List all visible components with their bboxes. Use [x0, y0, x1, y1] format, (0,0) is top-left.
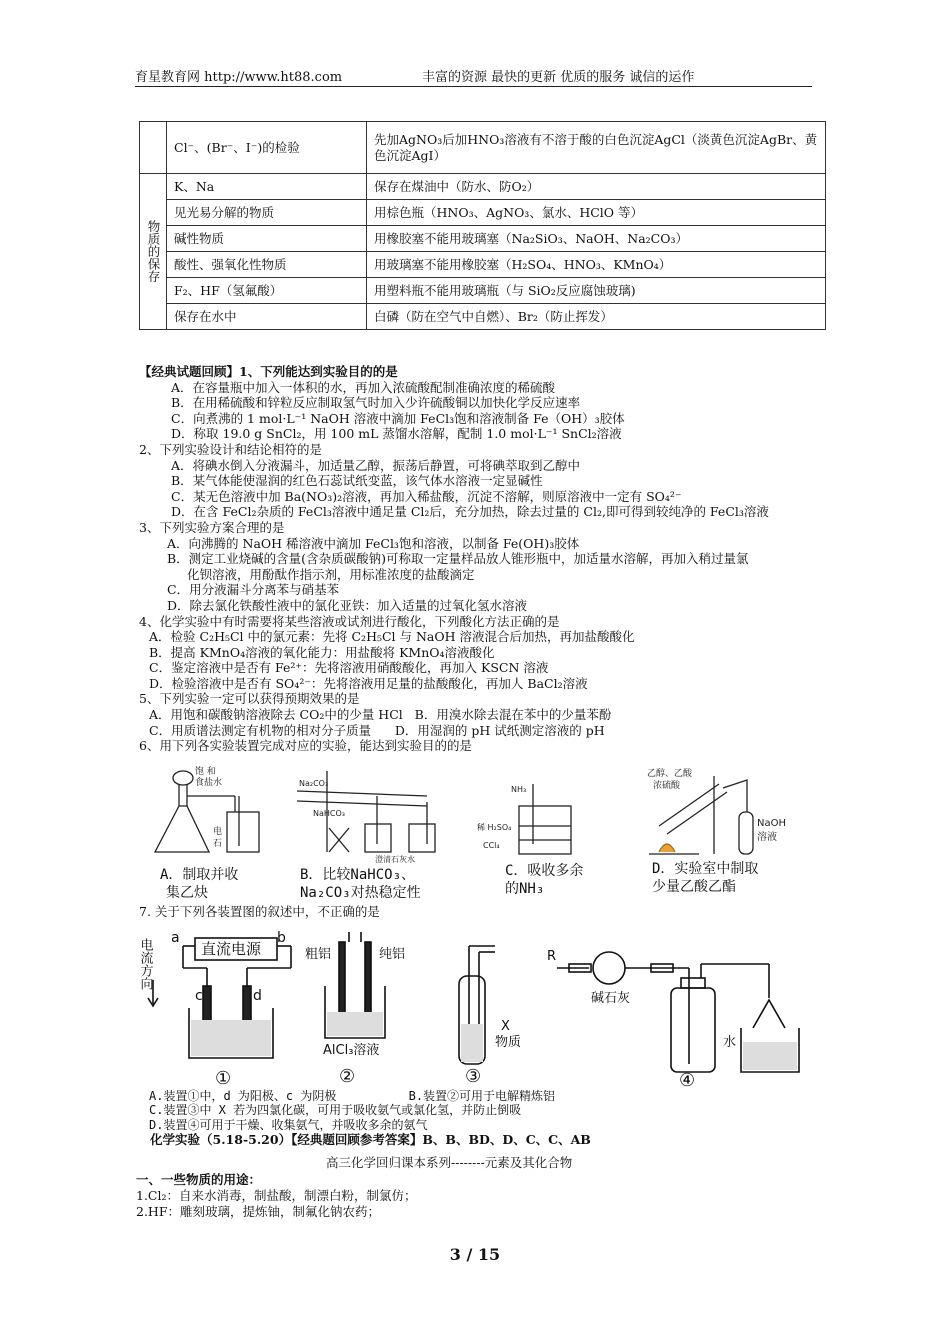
table-row [140, 174, 826, 200]
q7-label: 粗铝 [305, 947, 332, 962]
table-cell-item: 酸性、强氧化性物质 [167, 252, 367, 278]
option: C．向煮沸的 1 mol·L⁻¹ NaOH 溶液中滴加 FeCl₃饱和溶液制备 Fe（OH）₃胶体 [171, 410, 625, 426]
q6-label: 饱 和 [195, 767, 216, 777]
q6-label: 电 [213, 827, 223, 837]
table-cell-method: 保存在煤油中（防水、防O₂） [367, 174, 826, 200]
option: C．用分液漏斗分离苯与硝基苯 [167, 582, 340, 598]
q6-label: NaHCO₃ [313, 809, 345, 818]
section-item: 1.Cl₂：自来水消毒，制盐酸，制漂白粉，制氯仿； [136, 1188, 417, 1203]
section-heading: 一、一些物质的用途： [136, 1172, 262, 1187]
q7-label: ④ [679, 1070, 696, 1091]
table-cell-method: 先加AgNO₃后加HNO₃溶液有不溶于酸的白色沉淀AgCl（淡黄色沉淀AgBr、黄色沉淀AgI） [367, 122, 826, 174]
table-row [140, 304, 826, 330]
q7-label: AlCl₃溶液 [323, 1043, 380, 1058]
q7-apparatus-figure [139, 924, 809, 1090]
q6-apparatus-figure [139, 766, 819, 864]
q7-label: c [195, 988, 203, 1004]
table-row [140, 252, 826, 278]
q6-label: 石 [213, 839, 223, 849]
question-6-title: 6、用下列各实验装置完成对应的实验，能达到实验目的的是 [139, 738, 472, 754]
question-5-title: 5、下列实验一定可以获得预期效果的是 [139, 691, 360, 707]
option: D．检验溶液中是否有 SO₄²⁻：先将溶液用足量的盐酸酸化，再加人 BaCl₂溶液 [149, 675, 588, 691]
question-4-title: 4、化学实验中有时需要将某些溶液或试剂进行酸化，下列酸化方法正确的是 [139, 613, 560, 629]
q6-label: 稀 H₂SO₄ [477, 823, 512, 832]
table-cell-item: 见光易分解的物质 [167, 200, 367, 226]
header-left: 育星教育网 http://www.ht88.com [135, 70, 343, 85]
option: D．除去氯化铁酸性液中的氯化亚铁：加入适量的过氧化氢水溶液 [167, 597, 528, 613]
q6-label: NH₃ [511, 785, 527, 794]
questions-block [139, 364, 769, 754]
table-row [140, 122, 826, 174]
q7-label: 直流电源 [201, 940, 262, 958]
table-cell-item: 碱性物质 [167, 226, 367, 252]
q7-label: 电流方向 [137, 938, 153, 990]
q6-label: 乙醇、乙酸 [647, 769, 693, 779]
q6-label: 澄清石灰水 [375, 855, 415, 864]
q6-label: 食盐水 [195, 778, 223, 788]
option: D.装置④可用于干燥、收集氨气，并吸收多余的氨气 [149, 1117, 428, 1132]
q6-label: CCl₄ [483, 841, 500, 850]
q6-caption-b: B．比较NaHCO₃、 Na₂CO₃对热稳定性 [300, 867, 421, 901]
option: B．在用稀硫酸和锌粒反应制取氢气时加入少许硫酸铜以加快化学反应速率 [171, 395, 581, 411]
q6-label: NaOH [757, 818, 786, 829]
option: A．在容量瓶中加入一体积的水，再加入浓硫酸配制准确浓度的稀硫酸 [171, 379, 556, 395]
page-number: 3 / 15 [449, 1245, 501, 1264]
option: C．某无色溶液中加 Ba(NO₃)₂溶液，再加入稀盐酸，沉淀不溶解，则原溶液中一定有 SO₄²⁻ [171, 488, 682, 504]
option: D．在含 FeCl₂杂质的 FeCl₃溶液中通足量 Cl₂后，充分加热，除去过量的 Cl₂,即可得到较纯净的 FeCl₃溶液 [171, 504, 769, 520]
option: B．某气体能使湿润的红色石蕊试纸变蓝，该气体水溶液一定显碱性 [171, 473, 543, 489]
table-cell-item: F₂、HF（氢氟酸） [167, 278, 367, 304]
q7-label: 水 [723, 1035, 737, 1050]
question-7-title: 7. 关于下列各装置图的叙述中，不正确的是 [139, 904, 380, 919]
q7-label: ② [339, 1066, 356, 1087]
page-header [135, 66, 812, 87]
option-continued: 化钡溶液，用酚酞作指示剂，用标准浓度的盐酸滴定 [187, 566, 475, 582]
section-title: 高三化学回归课本系列--------元素及其化合物 [326, 1155, 573, 1170]
q7-label: 碱石灰 [591, 991, 631, 1006]
option: C．鉴定溶液中是否有 Fe²⁺：先将溶液用硝酸酸化，再加入 KSCN 溶液 [149, 660, 549, 676]
option: A.装置①中，d 为阳极、c 为阴极 B.装置②可用于电解精炼铝 [149, 1089, 556, 1103]
question-1-title: 【经典试题回顾】1、下列能达到实验目的的是 [139, 364, 398, 379]
table-cell-method: 用玻璃塞不能用橡胶塞（H₂SO₄、HNO₃、KMnO₄） [367, 252, 826, 278]
q6-caption-c: C．吸收多余 的NH₃ [505, 863, 584, 897]
table-cell-item: K、Na [167, 174, 367, 200]
q7-options [139, 1089, 555, 1132]
answer-key: 化学实验（5.18-5.20）【经典题回顾参考答案】B、B、BD、D、C、C、AB [150, 1132, 591, 1147]
q7-label: b [277, 930, 286, 946]
question-2-title: 2、下列实验设计和结论相符的是 [139, 441, 322, 457]
table-row [140, 200, 826, 226]
q6-caption-a: A．制取并收 集乙炔 [160, 867, 239, 901]
q7-label: 物质 [495, 1035, 522, 1050]
q7-label: X [501, 1019, 510, 1034]
q7-label: 纯铝 [379, 947, 406, 962]
q6-label: 浓硫酸 [653, 781, 681, 791]
table-cell-method: 白磷（防在空气中自燃）、Br₂（防止挥发） [367, 304, 826, 330]
table-row [140, 226, 826, 252]
q7-label: ③ [465, 1066, 482, 1087]
option: A．检验 C₂H₅Cl 中的氯元素：先将 C₂H₅Cl 与 NaOH 溶液混合后加热，再加盐酸酸化 [149, 629, 635, 645]
option: B．提高 KMnO₄溶液的氧化能力：用盐酸将 KMnO₄溶液酸化 [149, 644, 495, 660]
table-row [140, 278, 826, 304]
option: B．测定工业烧碱的含量(含杂质碳酸钠)可称取一定量样品放人锥形瓶中，加适量水溶解，再加入稍过量氯 [167, 551, 749, 567]
option: C.装置③中 X 若为四氯化碳，可用于吸收氨气或氯化氢，并防止倒吸 [149, 1103, 522, 1118]
section-item: 2.HF：雕刻玻璃，提炼铀，制氟化钠农药； [136, 1204, 381, 1219]
q7-label: ① [215, 1068, 232, 1089]
q6-label: Na₂CO₃ [299, 779, 329, 788]
option: C．用质谱法测定有机物的相对分子质量 D．用湿润的 pH 试纸测定溶液的 pH [149, 722, 605, 738]
q6-caption-d: D．实验室中制取 少量乙酸乙酯 [652, 861, 759, 895]
table-cell-method: 用塑料瓶不能用玻璃瓶（与 SiO₂反应腐蚀玻璃) [367, 278, 826, 304]
table-cell-method: 用棕色瓶（HNO₃、AgNO₃、氯水、HClO 等） [367, 200, 826, 226]
option: A．将碘水倒入分液漏斗，加适量乙醇，振荡后静置，可将碘萃取到乙醇中 [171, 457, 581, 473]
table-cell-item: 保存在水中 [167, 304, 367, 330]
storage-table [139, 121, 826, 330]
question-3-title: 3、下列实验方案合理的是 [139, 519, 285, 535]
option: A．向沸腾的 NaOH 稀溶液中滴加 FeCl₃饱和溶液，以制备 Fe(OH)₃胶体 [167, 535, 580, 551]
q6-label: 溶液 [757, 832, 777, 843]
q7-label: a [171, 930, 180, 946]
category-label: 物质的保存 [140, 174, 167, 330]
q7-label: d [253, 988, 262, 1004]
table-cell-item: Cl⁻、(Br⁻、I⁻)的检验 [167, 122, 367, 174]
option: A．用饱和碳酸钠溶液除去 CO₂中的少量 HCl B．用溴水除去混在苯中的少量苯酚 [149, 707, 612, 723]
header-right: 丰富的资源 最快的更新 优质的服务 诚信的运作 [422, 70, 695, 85]
q7-label: R [547, 949, 557, 964]
table-cell-method: 用橡胶塞不能用玻璃塞（Na₂SiO₃、NaOH、Na₂CO₃） [367, 226, 826, 252]
option: D．称取 19.0 g SnCl₂，用 100 mL 蒸馏水溶解，配制 1.0 mol·L⁻¹ SnCl₂溶液 [171, 426, 622, 442]
